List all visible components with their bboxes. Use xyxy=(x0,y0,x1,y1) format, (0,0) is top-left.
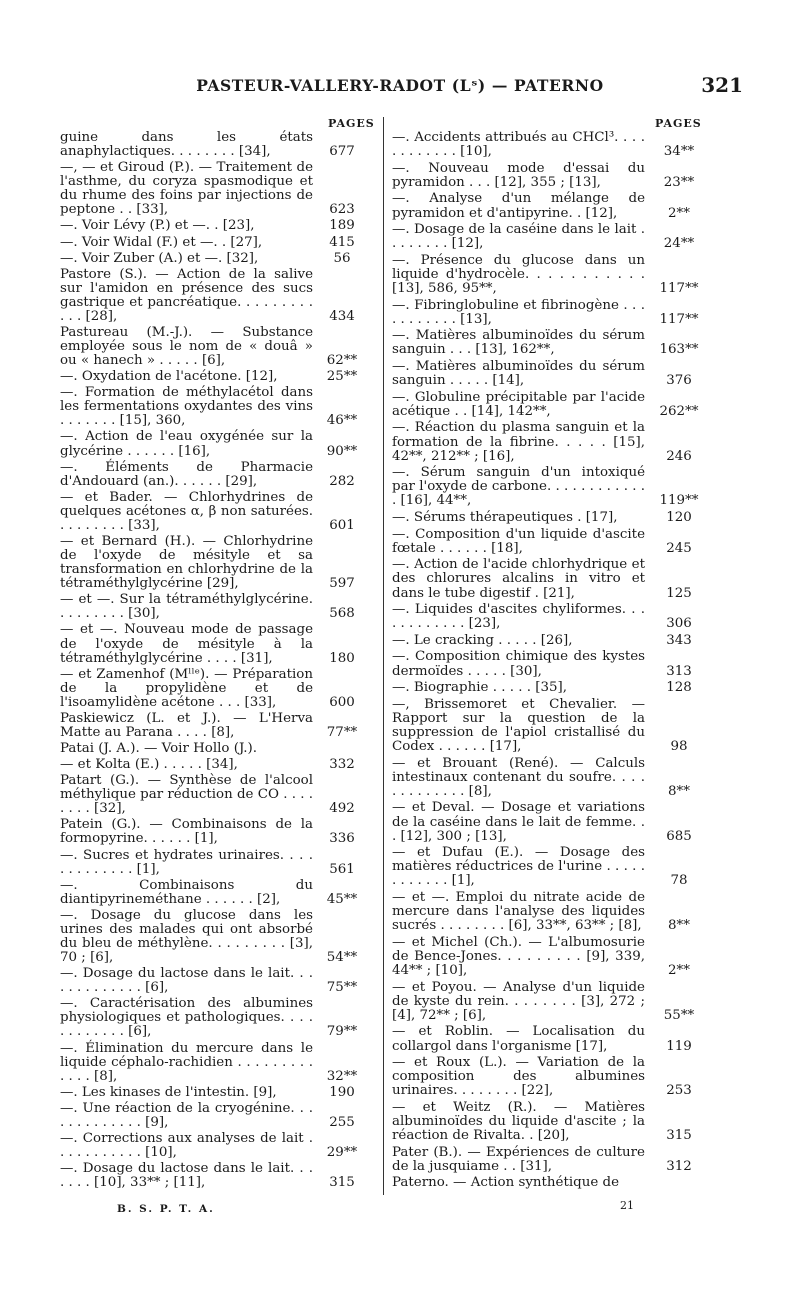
index-entry-text: —. Sérum sanguin d'un intoxiqué par l'oxyde de carbone. . . . . . . . . . . . . [16], 44**, xyxy=(392,465,645,509)
index-entry xyxy=(60,909,360,965)
index-entry xyxy=(60,742,360,756)
index-entry-text: —. Action de l'eau oxygénée sur la glycérine . . . . . . [16], xyxy=(60,429,313,459)
index-entry-page: 32** xyxy=(326,1068,358,1084)
index-entry-text: — et Deval. — Dosage et variations de la caséine dans le lait de femme. . . [12], 300 ; [13], xyxy=(392,800,645,844)
index-entry-page: 77** xyxy=(326,725,358,740)
index-entry-page: 62** xyxy=(326,353,358,369)
index-entry xyxy=(392,979,695,1023)
index-entry-page: 117** xyxy=(659,281,699,296)
index-entry-page: 600 xyxy=(329,694,355,710)
index-entry xyxy=(60,386,360,428)
index-entry-page: 282 xyxy=(329,473,355,489)
index-entry-text: —, Brissemoret et Chevalier. — Rapport sur la question de la suppression de l'apiol cristallisé du Codex . . . . . . [17], xyxy=(392,696,645,755)
index-entry-text: Paskiewicz (L. et J.). — L'Herva Matte au Parana . . . . [8], xyxy=(60,710,313,740)
index-entry-text: Pater (B.). — Expériences de culture de la jusquiame . . [31], xyxy=(392,1144,645,1174)
index-entry xyxy=(60,252,360,266)
index-entry xyxy=(60,461,360,489)
index-entry-page: 601 xyxy=(329,517,355,533)
index-entry-text: —. Présence du glucose dans un liquide d'hydrocèle. . . . . . . . . . . [13], 586, 95**, xyxy=(392,252,645,296)
index-entry-page: 376 xyxy=(666,373,692,389)
index-entry xyxy=(392,328,699,358)
index-entry-text: — et Weitz (R.). — Matières albuminoïdes du liquide d'ascite ; la réaction de Rivalta. . [20], xyxy=(392,1099,645,1144)
page-number: 321 xyxy=(701,73,743,97)
index-entry xyxy=(60,1086,360,1100)
index-entry-text: — et —. Nouveau mode de passage de l'oxyde de mésityle à la tétraméthylglycérine . . . . [31], xyxy=(60,622,313,666)
index-entry-page: 90** xyxy=(326,443,358,459)
index-entry xyxy=(392,1146,692,1174)
index-entry-text: —. Accidents attribués au CHCl³. . . . . . . . . . . . [10], xyxy=(392,130,645,160)
index-entry-page: 55** xyxy=(663,1007,695,1023)
index-entry xyxy=(392,650,692,678)
index-entry-text: —. Caractérisation des albumines physiologiques et pathologiques. . . . . . . . . . . . [6], xyxy=(60,996,313,1040)
index-entry-page: 24** xyxy=(663,236,695,252)
index-entry xyxy=(392,698,692,754)
index-entry xyxy=(392,421,692,463)
index-entry xyxy=(60,774,360,816)
index-entry-text: — et —. Sur la tétraméthylglycérine. . . . . . . . . [30], xyxy=(60,592,313,622)
index-entry-page: 313 xyxy=(666,663,692,679)
index-entry-text: —. Combinaisons du diantipyrineméthane . . . . . . [2], xyxy=(60,877,313,907)
index-entry-page: 29** xyxy=(326,1145,358,1161)
index-entry-page: 415 xyxy=(329,234,355,250)
index-entry xyxy=(60,1042,360,1084)
index-entry-page: 2** xyxy=(668,963,690,979)
index-entry-page: 255 xyxy=(329,1114,355,1130)
index-entry-page: 568 xyxy=(329,606,355,622)
index-entry-page: 56 xyxy=(333,250,351,266)
index-entry-page: 246 xyxy=(666,448,692,464)
index-entry-text: Paterno. — Action synthétique de xyxy=(392,1175,620,1191)
index-entry-text: —. Voir Zuber (A.) et —. [32], xyxy=(60,250,259,266)
index-entry xyxy=(392,846,692,888)
index-entry-text: —, — et Giroud (P.). — Traitement de l'asthme, du coryza spasmodique et du rhume des foins par injections de peptone . . [33], xyxy=(60,160,313,218)
pages-column-header-right: PAGES xyxy=(655,117,702,130)
index-entry xyxy=(392,1101,692,1143)
index-entry xyxy=(392,634,692,648)
index-entry-text: —. Globuline précipitable par l'acide acétique . . [14], 142**, xyxy=(392,389,645,419)
index-entry xyxy=(392,757,692,799)
index-entry-text: — et Zamenhof (Mˡˡᵉ). — Préparation de la propylidène et de l'isoamylidène acétone . . . [33], xyxy=(60,666,313,710)
index-entry-text: —. Action de l'acide chlorhydrique et des chlorures alcalins in vitro et dans le tube digestif . [21], xyxy=(392,557,645,601)
index-entry xyxy=(60,623,360,665)
index-entry-text: — et Kolta (E.) . . . . . [34], xyxy=(60,757,238,773)
index-entry-page: 119** xyxy=(659,493,699,509)
index-entry-page: 98 xyxy=(670,739,688,755)
index-entry xyxy=(392,558,692,600)
index-entry xyxy=(60,879,360,907)
index-entry-page: 25** xyxy=(326,369,358,385)
index-entry xyxy=(392,360,692,388)
index-entry xyxy=(392,528,692,556)
index-entry xyxy=(60,326,360,368)
index-entry xyxy=(392,192,692,220)
index-entry-page: 315 xyxy=(666,1128,692,1144)
index-entry-text: Patart (G.). — Synthèse de l'alcool méthylique par réduction de CO . . . . . . . . [32], xyxy=(60,773,314,817)
index-entry xyxy=(392,389,699,419)
index-entry-text: —. Analyse d'un mélange de pyramidon et d'antipyrine. . [12], xyxy=(392,191,645,221)
index-entry xyxy=(392,681,692,695)
index-entry xyxy=(60,219,360,233)
index-entry-text: —. Voir Widal (F.) et —. . [27], xyxy=(60,234,263,250)
index-entry xyxy=(60,535,360,591)
index-entry-page: 125 xyxy=(666,585,692,601)
index-entry-page: 190 xyxy=(329,1084,355,1100)
index-entry-text: —. Fibringlobuline et fibrinogène . . . . . . . . . . . [13], xyxy=(392,297,645,327)
index-entry-page: 120 xyxy=(666,510,692,526)
index-entry-text: —. Une réaction de la cryogénine. . . . . . . . . . . . . [9], xyxy=(60,1100,313,1130)
index-entry-text: —. Dosage du glucose dans les urines des malades qui ont absorbé du bleu de méthylène. . . . . . . . . [3], 70 ; [6], xyxy=(60,907,313,966)
index-entry-text: —. Dosage du lactose dans le lait. . . . . . . [10], 33** ; [11], xyxy=(60,1161,313,1191)
index-entry-text: guine dans les états anaphylactiques. . . . . . . . [34], xyxy=(60,130,313,160)
index-entry-page: 253 xyxy=(666,1083,692,1099)
index-entry xyxy=(60,849,360,877)
pages-column-header-left: PAGES xyxy=(328,117,375,130)
index-entry xyxy=(60,967,360,995)
index-entry-text: —. Éléments de Pharmacie d'Andouard (an.). . . . . . [29], xyxy=(60,459,313,489)
index-entry-page: 8** xyxy=(668,783,690,799)
index-entry xyxy=(392,511,692,525)
index-entry-text: —. Les kinases de l'intestin. [9], xyxy=(60,1084,277,1100)
right-entries xyxy=(392,130,699,1191)
index-entry-text: —. Matières albuminoïdes du sérum sanguin . . . [13], 162**, xyxy=(392,328,645,358)
index-entry xyxy=(60,593,360,621)
index-entry-text: — et Roblin. — Localisation du collargol dans l'organisme [17], xyxy=(392,1024,645,1054)
column-divider xyxy=(383,117,384,1195)
index-entry xyxy=(60,430,360,458)
index-entry xyxy=(392,801,692,843)
index-entry-page: 262** xyxy=(659,403,699,419)
index-entry-text: —. Corrections aux analyses de lait . . . . . . . . . . . [10], xyxy=(60,1130,313,1161)
index-entry xyxy=(392,222,695,252)
index-entry xyxy=(60,668,360,710)
running-head-title: PASTEUR-VALLERY-RADOT (Lˢ) — PATERNO xyxy=(196,76,604,95)
index-entry-page: 315 xyxy=(329,1175,355,1191)
index-entry-page: 597 xyxy=(329,576,355,592)
index-entry xyxy=(392,891,692,933)
index-entry xyxy=(392,297,699,327)
index-entry-page: 492 xyxy=(329,801,355,817)
index-entry-text: Patein (G.). — Combinaisons de la formopyrine. . . . . . [1], xyxy=(60,817,313,847)
index-entry-text: —. Formation de méthylacétol dans les fermentations oxydantes des vins . . . . . . . [15], 360, xyxy=(60,385,313,429)
index-entry-page: 685 xyxy=(666,828,692,844)
index-entry-text: — et —. Emploi du nitrate acide de mercure dans l'analyse des liquides sucrés . . . . . . . . [6], 33**, 63** ; [8], xyxy=(392,890,645,934)
left-column xyxy=(60,117,375,1197)
index-entry-text: —. Sérums thérapeutiques . [17], xyxy=(392,510,618,526)
index-entry-text: —. Le cracking . . . . . [26], xyxy=(392,632,573,648)
index-entry xyxy=(60,370,360,384)
index-entry-page: 8** xyxy=(668,918,690,934)
index-entry-text: —. Réaction du plasma sanguin et la formation de la fibrine. . . . . [15], 42**, 212** ; [16], xyxy=(392,420,645,464)
index-entry-text: — et Bader. — Chlorhydrines de quelques acétones α, β non saturées. . . . . . . . . [33], xyxy=(60,489,313,533)
index-entry-page: 128 xyxy=(666,680,692,696)
index-entry xyxy=(60,712,360,740)
index-entry-text: Patai (J. A.). — Voir Hollo (J.). xyxy=(60,741,258,757)
index-entry-page: 75** xyxy=(326,980,358,996)
footer-sheet-number: 21 xyxy=(620,1199,634,1212)
index-entry-text: —. Voir Lévy (P.) et —. . [23], xyxy=(60,218,255,234)
index-entry-text: —. Élimination du mercure dans le liquide céphalo-rachidien . . . . . . . . . . . . . [8], xyxy=(60,1040,313,1084)
index-entry-page: 343 xyxy=(666,632,692,648)
index-entry xyxy=(60,161,360,217)
index-entry-text: —. Liquides d'ascites chyliformes. . . . . . . . . . . . [23], xyxy=(392,602,645,632)
index-entry-page: 561 xyxy=(329,861,355,877)
index-entry-text: —. Composition d'un liquide d'ascite fœtale . . . . . . [18], xyxy=(392,526,645,556)
index-entry-text: Pastore (S.). — Action de la salive sur l'amidon en présence des sucs gastrique et pancréatique. . . . . . . . . . . . [28], xyxy=(60,266,313,324)
index-entry xyxy=(392,465,699,509)
index-entry xyxy=(60,1132,360,1160)
index-entry-text: —. Matières albuminoïdes du sérum sanguin . . . . . [14], xyxy=(392,359,645,389)
index-entry xyxy=(392,1056,692,1098)
index-entry xyxy=(60,1102,360,1130)
index-entry xyxy=(60,997,360,1039)
index-entry-page: 117** xyxy=(659,311,699,327)
footer-signature: B. S. P. T. A. xyxy=(117,1203,215,1215)
index-entry-text: —. Biographie . . . . . [35], xyxy=(392,680,568,696)
index-entry xyxy=(60,236,360,250)
index-entry-page: 434 xyxy=(329,308,355,324)
index-entry-text: — et Brouant (René). — Calculs intestinaux contenant du soufre. . . . . . . . . . . . . [8], xyxy=(392,755,645,799)
index-entry-page: 2** xyxy=(668,205,690,221)
index-entry-text: —. Nouveau mode d'essai du pyramidon . . . [12], 355 ; [13], xyxy=(392,160,645,190)
index-entry-text: — et Bernard (H.). — Chlorhydrine de l'oxyde de mésityle et sa transformation en chlorhydrine de la tétraméthylglycérine [29], xyxy=(60,533,313,592)
index-entry-text: — et Dufau (E.). — Dosage des matières réductrices de l'urine . . . . . . . . . . . . [1], xyxy=(392,845,645,889)
index-entry xyxy=(60,268,360,324)
index-entry-page: 312 xyxy=(666,1158,692,1174)
index-entry-page: 119 xyxy=(666,1038,692,1054)
index-entry-page: 336 xyxy=(329,831,355,847)
index-entry xyxy=(392,252,699,296)
index-entry xyxy=(60,131,360,159)
index-entry-page: 23** xyxy=(663,174,695,190)
index-entry-page: 54** xyxy=(326,950,358,966)
index-entry-text: —. Oxydation de l'acétone. [12], xyxy=(60,369,278,385)
index-entry-text: —. Dosage de la caséine dans le lait . . . . . . . . [12], xyxy=(392,222,645,252)
index-entry-text: Pastureau (M.-J.). — Substance employée sous le nom de « douâ » ou « hanech » . . . . . [6], xyxy=(60,324,313,369)
index-entry-page: 180 xyxy=(329,650,355,666)
index-entry-page: 332 xyxy=(329,757,355,773)
left-entries xyxy=(60,131,360,1190)
index-entry xyxy=(392,130,695,160)
index-entry-page: 163** xyxy=(659,342,699,358)
index-entry-text: — et Roux (L.). — Variation de la composition des albumines urinaires. . . . . . . . [22], xyxy=(392,1055,645,1099)
index-entry xyxy=(60,758,360,772)
index-entry xyxy=(392,1025,692,1053)
index-entry-page: 245 xyxy=(666,540,692,556)
index-entry xyxy=(60,818,360,846)
index-entry-page: 189 xyxy=(329,218,355,234)
index-entry-page: 677 xyxy=(329,144,355,160)
index-entry xyxy=(392,160,695,190)
index-entry-page: 45** xyxy=(326,891,358,907)
index-entry xyxy=(60,1162,360,1190)
index-entry-text: — et Michel (Ch.). — L'albumosurie de Bence-Jones. . . . . . . . . [9], 339, 44** ; [10], xyxy=(392,934,645,979)
index-entry-page: 46** xyxy=(326,413,358,429)
index-entry-page: 306 xyxy=(666,616,692,632)
index-entry xyxy=(392,936,692,978)
index-entry-page: 78 xyxy=(670,873,688,889)
running-header xyxy=(0,73,800,104)
index-entry xyxy=(60,491,360,533)
index-entry-text: —. Sucres et hydrates urinaires. . . . . . . . . . . . . [1], xyxy=(60,847,313,877)
index-entry-text: —. Composition chimique des kystes dermoïdes . . . . . [30], xyxy=(392,649,645,679)
index-entry-page: 34** xyxy=(663,144,695,160)
right-column xyxy=(392,117,702,1197)
index-entry-text: — et Poyou. — Analyse d'un liquide de kyste du rein. . . . . . . . [3], 272 ; [4], 72** ; [6], xyxy=(392,979,645,1023)
index-entry-page: 79** xyxy=(326,1024,358,1040)
index-entry-text: —. Dosage du lactose dans le lait. . . . . . . . . . . . . [6], xyxy=(60,966,313,996)
index-entry xyxy=(392,1176,692,1190)
index-entry xyxy=(392,603,692,631)
index-entry-page: 623 xyxy=(329,202,355,218)
